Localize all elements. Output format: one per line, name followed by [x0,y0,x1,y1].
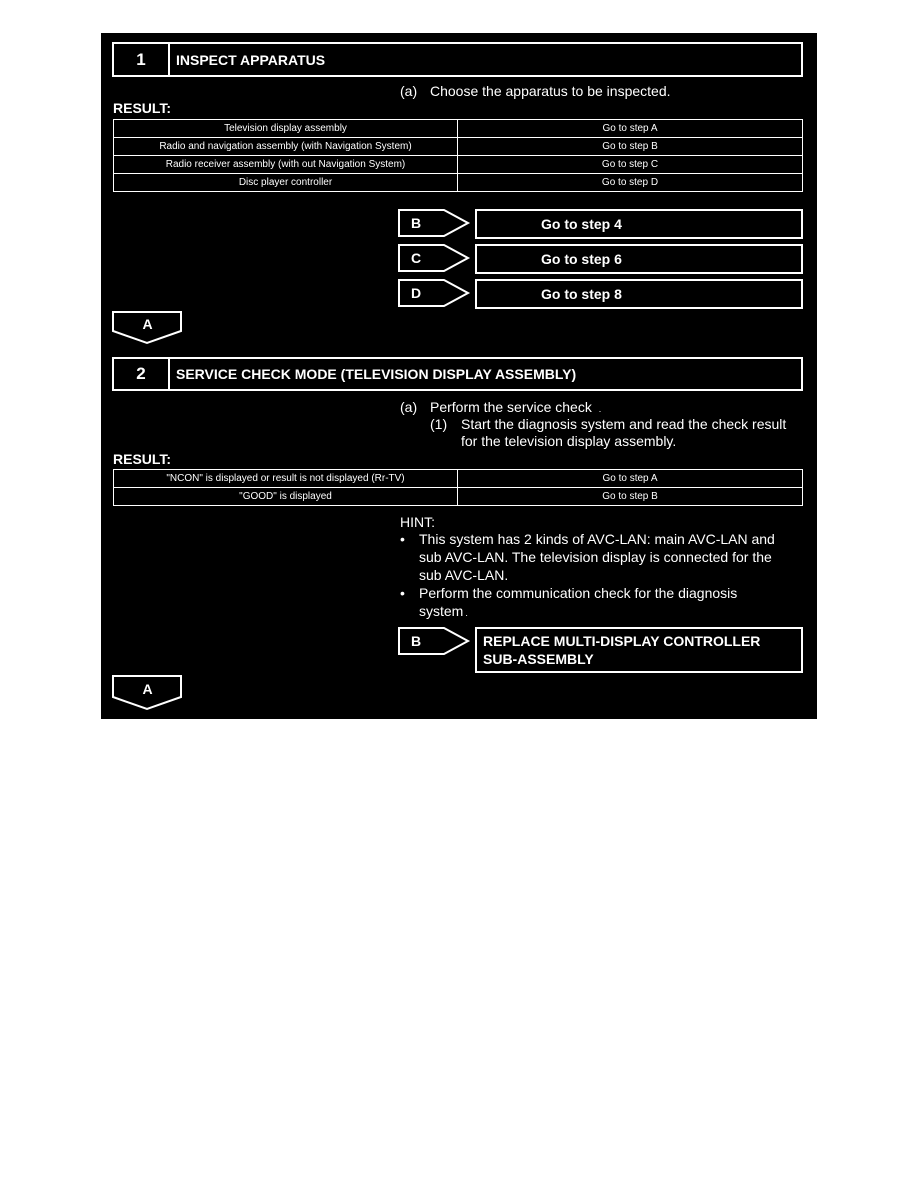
hint1-line2: sub AVC-LAN. The television display is connected for the [419,549,772,565]
next-letter-a: A [142,681,153,697]
step2-result-table [113,469,803,506]
table-cell-action: Go to step A [458,120,803,138]
hint-bullet: • [400,585,405,601]
branch-arrow-icon [398,627,470,657]
instruction-text: Perform the service check [430,399,592,415]
branch-target-text: Go to step 4 [541,216,622,232]
step1-instruction: Choose the apparatus to be inspected. [430,83,671,99]
table-row [114,470,803,488]
table-cell-action: Go to step B [458,488,803,506]
table-cell-action: Go to step C [458,156,803,174]
table-row [114,488,803,506]
hint2-suffix: . [465,608,468,618]
replace-line1: REPLACE MULTI-DISPLAY CONTROLLER [483,633,761,649]
step1-title: INSPECT APPARATUS [176,51,326,68]
step1-result-label: RESULT: [113,100,172,116]
branch-arrow-icon [398,209,470,239]
table-row [114,156,803,174]
table-cell-action: Go to step B [458,138,803,156]
replace-line2: SUB-ASSEMBLY [483,651,594,667]
branch-target-text: Go to step 8 [541,286,622,302]
branch-arrow-icon [398,279,470,309]
table-cell-action: Go to step D [458,174,803,192]
table-cell-condition: Radio receiver assembly (with out Navigation System) [114,156,458,174]
step2-header [112,357,803,391]
step1-result-table [113,119,803,192]
table-row [114,174,803,192]
step1-number: 1 [114,44,170,75]
table-cell-condition: Disc player controller [114,174,458,192]
table-row [114,138,803,156]
branch-target-box [475,244,803,274]
step1-header [112,42,803,77]
table-cell-condition: "GOOD" is displayed [114,488,458,506]
step1-instruction-marker: (a) [400,83,418,99]
table-cell-condition: Radio and navigation assembly (with Navigation System) [114,138,458,156]
step2-instruction-marker: (a) [400,399,418,415]
branch-letter-b: B [411,633,422,649]
hint2-line1: Perform the communication check for the diagnosis [419,585,738,601]
step2-sub-marker: (1) [430,416,448,432]
replace-controller-box [475,627,803,673]
step2-result-label: RESULT: [113,451,172,467]
instruction-suffix: . [598,404,602,414]
table-cell-action: Go to step A [458,470,803,488]
branch-target-box [475,279,803,309]
hint1-line3: sub AVC-LAN. [419,567,509,583]
hint1-line1: This system has 2 kinds of AVC-LAN: main AVC-LAN and [419,531,775,547]
hint2-line2-text: system [419,603,464,619]
table-row [114,120,803,138]
hint-bullet: • [400,531,405,547]
hint-label: HINT: [400,514,435,530]
branch-letter-d: D [411,285,422,301]
procedure-panel [101,33,817,719]
table-cell-condition: "NCON" is displayed or result is not displayed (Rr-TV) [114,470,458,488]
step2-title: SERVICE CHECK MODE (TELEVISION DISPLAY ASSEMBLY) [176,366,577,382]
branch-target-text: Go to step 6 [541,251,622,267]
table-cell-condition: Television display assembly [114,120,458,138]
branch-letter-c: C [411,250,422,266]
branch-letter-b: B [411,215,422,231]
step2-sub-line2: for the television display assembly. [461,433,677,449]
branch-target-box [475,209,803,239]
step2-instruction [430,399,601,415]
next-letter-a: A [142,316,153,332]
branch-arrow-icon [398,244,470,274]
step2-sub-line1: Start the diagnosis system and read the check result [461,416,787,432]
step2-number: 2 [114,359,170,389]
hint2-line2 [419,603,468,619]
